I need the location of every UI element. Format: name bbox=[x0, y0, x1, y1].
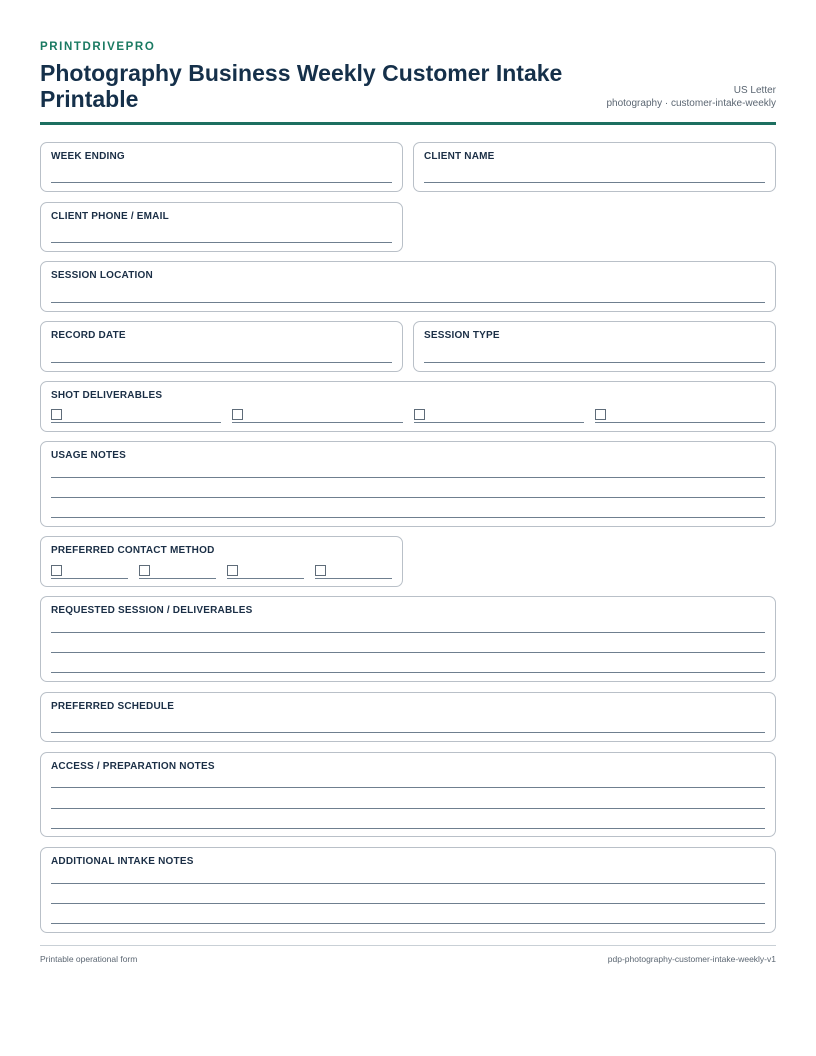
checkbox[interactable] bbox=[227, 565, 238, 576]
requested-session-line[interactable] bbox=[51, 652, 765, 653]
additional-intake-notes-label: ADDITIONAL INTAKE NOTES bbox=[51, 856, 194, 867]
record-date-field bbox=[40, 321, 403, 372]
session-type-label: SESSION TYPE bbox=[424, 330, 500, 341]
preferred-schedule-input-line[interactable] bbox=[51, 732, 765, 733]
requested-session-deliverables-label: REQUESTED SESSION / DELIVERABLES bbox=[51, 605, 253, 616]
contact-method-options bbox=[51, 564, 392, 578]
additional-intake-notes-field bbox=[40, 847, 776, 933]
form-tags: photography · customer-intake-weekly bbox=[606, 98, 776, 109]
checkbox[interactable] bbox=[315, 565, 326, 576]
session-location-input-line[interactable] bbox=[51, 302, 765, 303]
preferred-contact-method-field bbox=[40, 536, 403, 587]
shot-deliverables-label: SHOT DELIVERABLES bbox=[51, 390, 163, 401]
shot-deliverables-field bbox=[40, 381, 776, 432]
record-date-label: RECORD DATE bbox=[51, 330, 126, 341]
record-date-input-line[interactable] bbox=[51, 362, 392, 363]
access-preparation-notes-label: ACCESS / PREPARATION NOTES bbox=[51, 761, 215, 772]
contact-method-option bbox=[227, 564, 304, 579]
footer-form-id: pdp-photography-customer-intake-weekly-v1 bbox=[607, 954, 776, 964]
client-phone-email-label: CLIENT PHONE / EMAIL bbox=[51, 211, 169, 222]
checkbox[interactable] bbox=[51, 565, 62, 576]
brand-name: PRINTDRIVEPRO bbox=[40, 41, 156, 53]
client-phone-email-input-line[interactable] bbox=[51, 242, 392, 243]
usage-notes-line[interactable] bbox=[51, 517, 765, 518]
shot-deliverables-options bbox=[51, 408, 765, 422]
contact-method-option bbox=[315, 564, 392, 579]
preferred-schedule-field bbox=[40, 692, 776, 742]
checkbox[interactable] bbox=[139, 565, 150, 576]
week-ending-field bbox=[40, 142, 403, 192]
access-notes-line[interactable] bbox=[51, 828, 765, 829]
paper-size: US Letter bbox=[733, 85, 776, 96]
week-ending-input-line[interactable] bbox=[51, 182, 392, 183]
access-notes-line[interactable] bbox=[51, 808, 765, 809]
footer-left-text: Printable operational form bbox=[40, 954, 138, 964]
usage-notes-line[interactable] bbox=[51, 497, 765, 498]
additional-notes-line[interactable] bbox=[51, 903, 765, 904]
session-type-field bbox=[413, 321, 776, 372]
week-ending-label: WEEK ENDING bbox=[51, 151, 125, 162]
footer-rule bbox=[40, 945, 776, 946]
checkbox[interactable] bbox=[232, 409, 243, 420]
client-name-field bbox=[413, 142, 776, 192]
preferred-contact-method-label: PREFERRED CONTACT METHOD bbox=[51, 545, 215, 556]
usage-notes-field bbox=[40, 441, 776, 527]
client-name-input-line[interactable] bbox=[424, 182, 765, 183]
session-type-input-line[interactable] bbox=[424, 362, 765, 363]
shot-deliverable-option bbox=[414, 408, 584, 423]
session-location-label: SESSION LOCATION bbox=[51, 270, 153, 281]
checkbox[interactable] bbox=[414, 409, 425, 420]
session-location-field bbox=[40, 261, 776, 312]
client-phone-email-field bbox=[40, 202, 403, 252]
page-meta bbox=[606, 84, 776, 110]
preferred-schedule-label: PREFERRED SCHEDULE bbox=[51, 701, 175, 712]
requested-session-deliverables-field bbox=[40, 596, 776, 682]
usage-notes-line[interactable] bbox=[51, 477, 765, 478]
additional-notes-line[interactable] bbox=[51, 883, 765, 884]
usage-notes-label: USAGE NOTES bbox=[51, 450, 126, 461]
shot-deliverable-option bbox=[51, 408, 221, 423]
requested-session-line[interactable] bbox=[51, 672, 765, 673]
checkbox[interactable] bbox=[595, 409, 606, 420]
shot-deliverable-option bbox=[232, 408, 402, 423]
additional-notes-line[interactable] bbox=[51, 923, 765, 924]
header-rule bbox=[40, 122, 776, 125]
checkbox[interactable] bbox=[51, 409, 62, 420]
requested-session-line[interactable] bbox=[51, 632, 765, 633]
access-preparation-notes-field bbox=[40, 752, 776, 837]
contact-method-option bbox=[51, 564, 128, 579]
page-title: Photography Business Weekly Customer Intake Printable bbox=[40, 60, 563, 112]
client-name-label: CLIENT NAME bbox=[424, 151, 495, 162]
shot-deliverable-option bbox=[595, 408, 765, 423]
access-notes-line[interactable] bbox=[51, 787, 765, 788]
contact-method-option bbox=[139, 564, 216, 579]
